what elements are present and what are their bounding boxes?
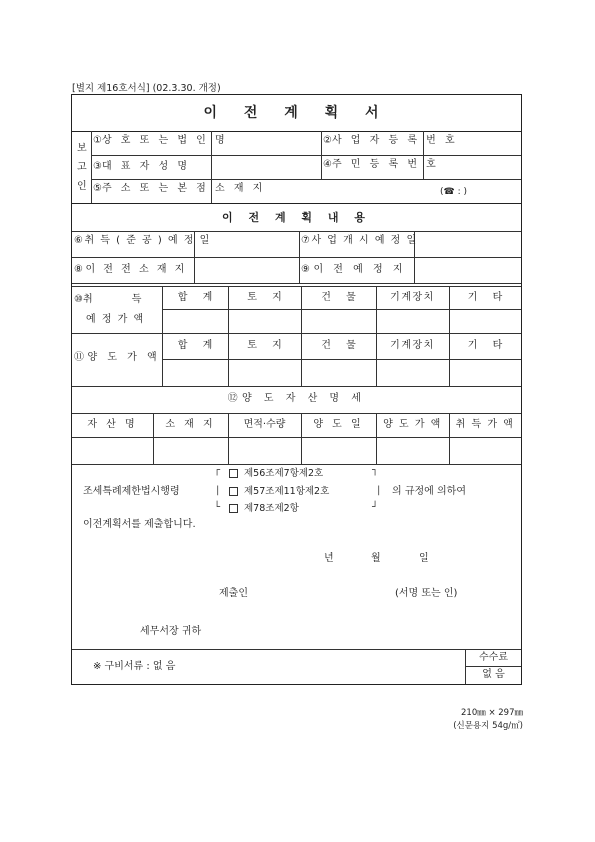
law-option-3[interactable]: 제78조제2항 xyxy=(229,503,299,515)
paper-size: 210㎜ × 297㎜ xyxy=(461,708,523,718)
transfer-col-total: 합 계 xyxy=(177,340,213,351)
field-business-number-label: ②사 업 자 등 록 번 호 xyxy=(323,135,458,146)
representative-input[interactable] xyxy=(212,156,320,178)
paper-type: (신문용지 54g/㎡) xyxy=(453,721,523,731)
asset-col-location: 소 재 지 xyxy=(165,419,216,430)
location-before-label: ⑧이 전 전 소 재 지 xyxy=(74,264,187,275)
bracket-mid-left: | xyxy=(216,485,220,496)
planned-location-input[interactable] xyxy=(415,258,520,282)
acquisition-date-label: ⑥취 득 ( 준 공 ) 예 정 일 xyxy=(74,235,211,246)
acq-col-other: 기 타 xyxy=(467,292,503,303)
transfer-building-input[interactable] xyxy=(302,360,375,385)
field-representative-label: ③대 표 자 성 명 xyxy=(93,161,190,172)
acq-machinery-input[interactable] xyxy=(377,310,448,332)
acq-price-label-line1: ⑩취 득 xyxy=(74,294,142,305)
bracket-mid-right: | xyxy=(377,485,381,496)
transfer-col-building: 건 물 xyxy=(321,340,356,351)
transfer-total-input[interactable] xyxy=(163,360,227,385)
asset-acq-price-input[interactable] xyxy=(450,438,520,463)
fee-value: 없 음 xyxy=(482,669,505,680)
asset-col-name: 자 산 명 xyxy=(87,419,138,430)
recipient-label: 세무서장 귀하 xyxy=(140,626,202,637)
reporter-side-label-2: 고 xyxy=(77,162,87,173)
law-option-2[interactable]: 제57조제11항제2호 xyxy=(229,486,329,498)
bracket-bottom-left: └ xyxy=(214,502,221,513)
bracket-bottom-right: ┘ xyxy=(372,502,379,513)
acq-price-label-line2: 예 정 가 액 xyxy=(86,314,145,325)
business-number-input[interactable] xyxy=(424,132,520,154)
asset-transfer-date-input[interactable] xyxy=(302,438,375,463)
required-documents: ※ 구비서류 : 없 음 xyxy=(93,661,176,672)
transfer-col-land: 토 지 xyxy=(247,340,282,351)
asset-col-acq-price: 취 득 가 액 xyxy=(455,419,515,430)
asset-section-title: ⑫양 도 자 산 명 세 xyxy=(227,393,366,404)
field-company-name-label: ①상 호 또 는 법 인 명 xyxy=(93,135,228,146)
date-year: 년 xyxy=(324,553,334,564)
transfer-machinery-input[interactable] xyxy=(377,360,448,385)
law-suffix: 의 규정에 의하여 xyxy=(392,486,466,497)
asset-name-input[interactable] xyxy=(73,438,152,463)
transfer-other-input[interactable] xyxy=(450,360,520,385)
law-option-3-checkbox[interactable] xyxy=(229,504,238,513)
bracket-top-left: ┌ xyxy=(214,465,221,476)
transfer-col-other: 기 타 xyxy=(467,340,503,351)
field-address-label: ⑤주 소 또 는 본 점 소 재 지 xyxy=(93,183,266,194)
asset-transfer-price-input[interactable] xyxy=(377,438,448,463)
date-month: 월 xyxy=(371,553,381,564)
form-title: 이 전 계 획 서 xyxy=(203,105,390,121)
acq-total-input[interactable] xyxy=(163,310,227,332)
phone-label: (☎ : ) xyxy=(440,187,467,197)
company-name-input[interactable] xyxy=(212,132,320,154)
acq-col-building: 건 물 xyxy=(321,292,356,303)
acq-col-machinery: 기계장치 xyxy=(390,292,435,303)
asset-location-input[interactable] xyxy=(154,438,227,463)
law-option-1-checkbox[interactable] xyxy=(229,469,238,478)
resident-number-input[interactable] xyxy=(424,156,520,178)
submitter-label: 제출인 xyxy=(219,588,248,599)
planned-location-label: ⑨이 전 예 정 지 xyxy=(301,264,406,275)
submission-statement: 이전계획서를 제출합니다. xyxy=(83,519,196,530)
acquisition-date-input[interactable] xyxy=(195,232,298,256)
acq-other-input[interactable] xyxy=(450,310,520,332)
acq-col-total: 합 계 xyxy=(177,292,213,303)
address-input[interactable] xyxy=(212,180,520,202)
asset-col-transfer-date: 양 도 일 xyxy=(313,419,364,430)
acq-building-input[interactable] xyxy=(302,310,375,332)
transfer-col-machinery: 기계장치 xyxy=(390,340,435,351)
business-start-input[interactable] xyxy=(415,232,520,256)
law-option-1[interactable]: 제56조제7항제2호 xyxy=(229,468,323,480)
fee-label: 수수료 xyxy=(479,652,508,663)
transfer-land-input[interactable] xyxy=(229,360,300,385)
acq-col-land: 토 지 xyxy=(247,292,282,303)
reporter-side-label-3: 인 xyxy=(77,181,87,192)
form-number-note: [별지 제16호서식] (02.3.30. 개정) xyxy=(72,83,221,94)
acq-land-input[interactable] xyxy=(229,310,300,332)
field-resident-number-label: ④주 민 등 록 번 호 xyxy=(323,159,439,170)
business-start-label: ⑦사 업 개 시 예 정 일 xyxy=(301,235,418,246)
location-before-input[interactable] xyxy=(195,258,298,282)
law-option-2-checkbox[interactable] xyxy=(229,487,238,496)
asset-area-input[interactable] xyxy=(229,438,300,463)
date-day: 일 xyxy=(419,553,429,564)
reporter-side-label-1: 보 xyxy=(77,143,87,154)
law-prefix: 조세특례제한법시행령 xyxy=(83,486,180,497)
signature-label: (서명 또는 인) xyxy=(395,588,458,599)
asset-col-transfer-price: 양 도 가 액 xyxy=(383,419,442,430)
transfer-plan-form xyxy=(71,94,522,685)
transfer-price-label: ⑪양 도 가 액 xyxy=(74,352,161,363)
bracket-top-right: ┐ xyxy=(372,465,379,476)
plan-section-title: 이 전 계 획 내 용 xyxy=(222,211,371,224)
asset-col-area: 면적·수량 xyxy=(243,419,286,430)
